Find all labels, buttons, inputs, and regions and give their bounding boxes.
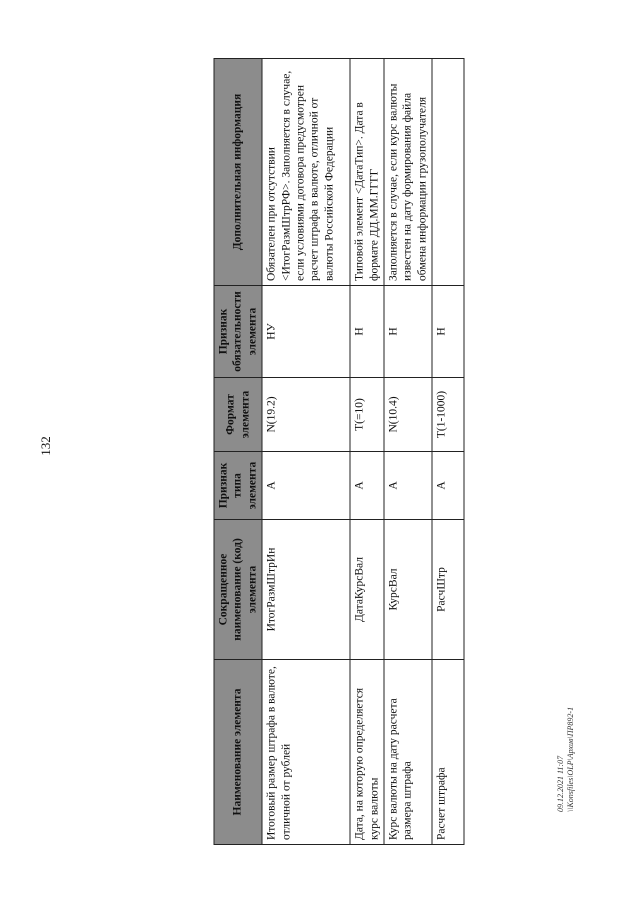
cell-required-flag: Н bbox=[384, 286, 432, 378]
cell-type-flag: А bbox=[384, 452, 432, 520]
cell-type-flag: А bbox=[262, 452, 350, 520]
cell-element-name: Итоговый размер штрафа в валюте, отличной от рублей bbox=[262, 660, 350, 845]
table-row bbox=[432, 59, 464, 845]
header-format: Формат элемента bbox=[214, 378, 262, 452]
cell-short-name: ИтогРазмШтрИн bbox=[262, 520, 350, 660]
cell-element-name: Дата, на которую определяется курс валюты bbox=[350, 660, 384, 845]
cell-type-flag: А bbox=[350, 452, 384, 520]
cell-additional-info bbox=[432, 59, 464, 286]
header-required-flag: Признак обязательности элемента bbox=[214, 286, 262, 378]
cell-short-name: РасчШтр bbox=[432, 520, 464, 660]
cell-format: N(10.4) bbox=[384, 378, 432, 452]
cell-additional-info: Заполняется в случае, если курс валюты известен на дату формирования файла обмена информации грузополучателя bbox=[384, 59, 432, 286]
table-row bbox=[384, 59, 432, 845]
cell-short-name: ДатаКурсВал bbox=[350, 520, 384, 660]
page-number: 132 bbox=[38, 436, 53, 456]
cell-format: N(19.2) bbox=[262, 378, 350, 452]
document-footer bbox=[556, 707, 575, 812]
header-element-name: Наименование элемента bbox=[214, 660, 262, 845]
table-row bbox=[350, 59, 384, 845]
header-short-name: Сокращенное наименование (код) элемента bbox=[214, 520, 262, 660]
table-header-row bbox=[214, 59, 262, 845]
footer-path: \\Konsfiles\OLP\Архив\ПР892-1 bbox=[565, 706, 575, 812]
elements-table-wrapper bbox=[214, 59, 455, 845]
header-type-flag: Признак типа элемента bbox=[214, 452, 262, 520]
cell-required-flag: Н bbox=[432, 286, 464, 378]
elements-table bbox=[214, 58, 465, 845]
header-additional-info: Дополнительная информация bbox=[214, 59, 262, 286]
cell-type-flag: А bbox=[432, 452, 464, 520]
cell-short-name: КурсВал bbox=[384, 520, 432, 660]
table-row bbox=[262, 59, 350, 845]
cell-required-flag: Н bbox=[350, 286, 384, 378]
cell-element-name: Расчет штрафа bbox=[432, 660, 464, 845]
cell-additional-info: Обязателен при отсутствии <ИтогРазмШтрРФ>. Заполняется в случае, если условиями договора предусмотрен расчет штрафа в валюте, отличной от валюты Российской Федерации bbox=[262, 59, 350, 286]
cell-additional-info: Типовой элемент <ДатаТип>. Дата в формате ДД.ММ.ГГГГ bbox=[350, 59, 384, 286]
cell-element-name: Курс валюты на дату расчета размера штрафа bbox=[384, 660, 432, 845]
footer-timestamp: 09.12.2021 11:07 bbox=[556, 755, 565, 812]
cell-required-flag: НУ bbox=[262, 286, 350, 378]
cell-format: T(=10) bbox=[350, 378, 384, 452]
cell-format: T(1-1000) bbox=[432, 378, 464, 452]
